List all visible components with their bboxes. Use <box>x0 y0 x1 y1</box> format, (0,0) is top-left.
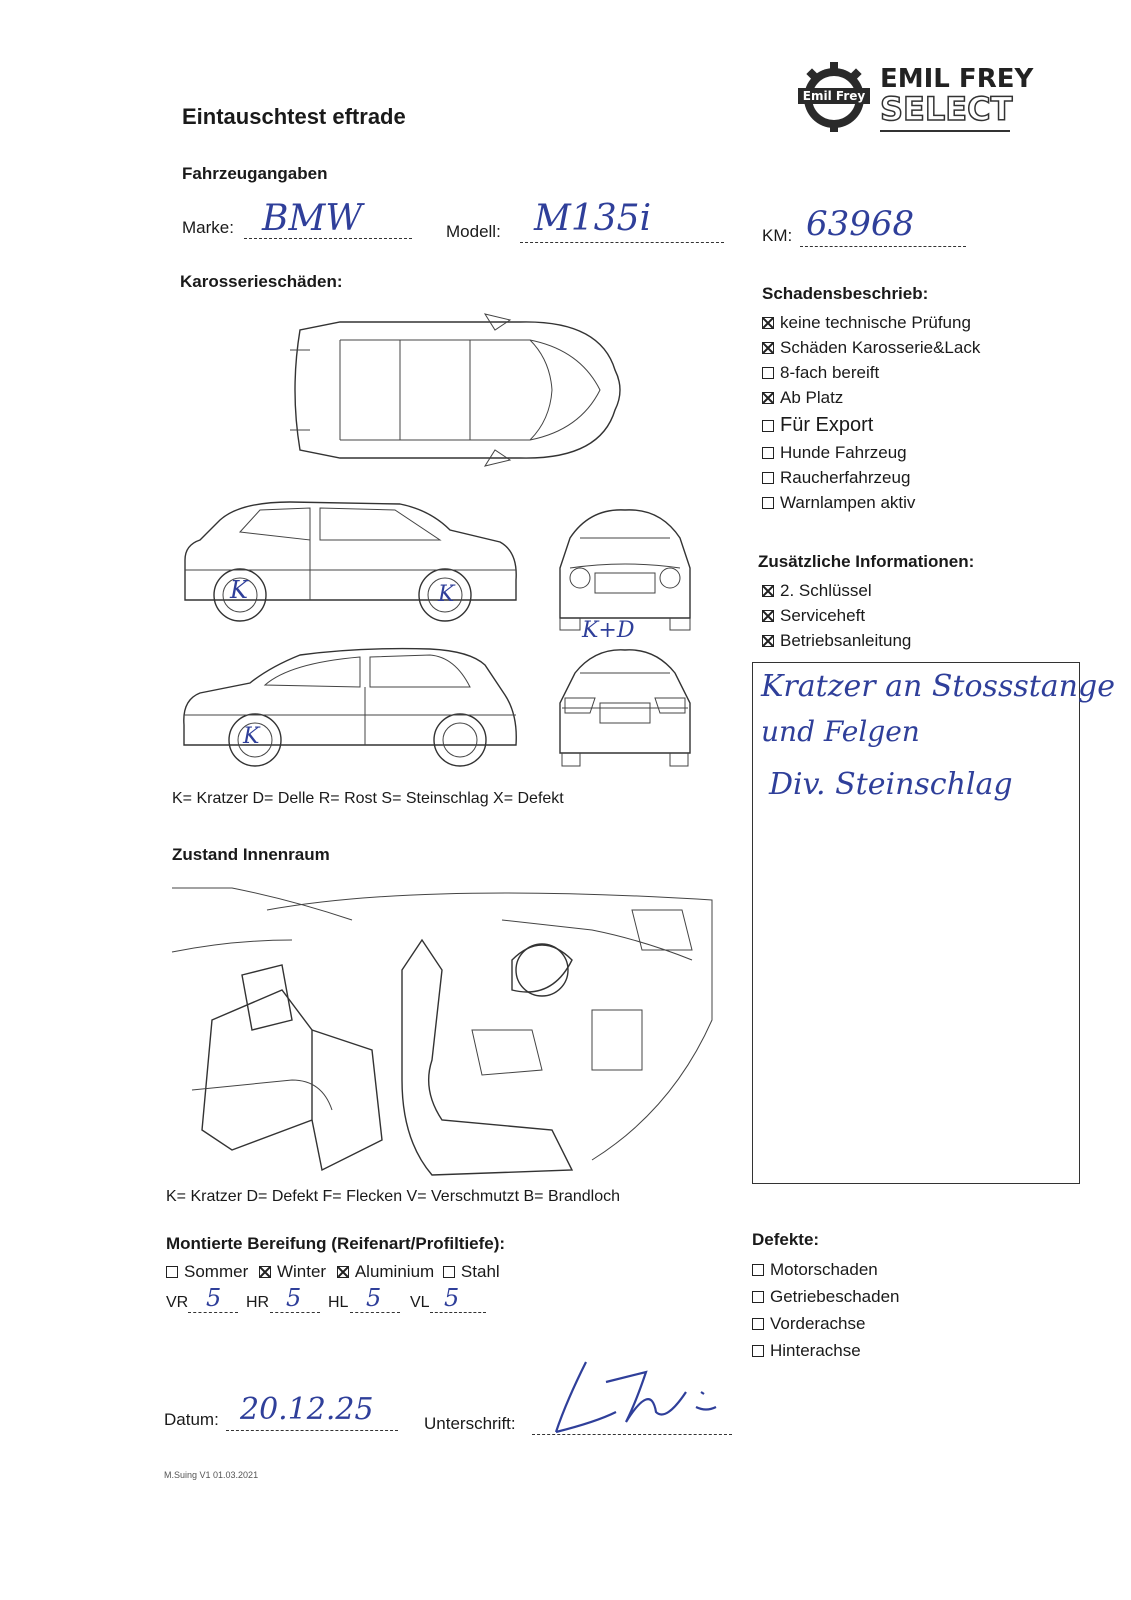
checkbox-label: 8-fach bereift <box>780 363 880 382</box>
mark-left-rear-wheel: K <box>230 576 248 604</box>
checkbox-label: Schäden Karosserie&Lack <box>780 338 981 357</box>
interior-diagram[interactable] <box>172 880 717 1180</box>
interior-legend: K= Kratzer D= Defekt F= Flecken V= Verschmutzt B= Brandloch <box>166 1188 620 1205</box>
emil-frey-logo <box>790 62 880 132</box>
modell-value[interactable]: M135i <box>534 198 652 239</box>
vr-label: VR <box>166 1294 189 1311</box>
checkbox-icon[interactable] <box>762 472 774 484</box>
mark-front-bumper: K+D <box>582 618 635 643</box>
checkbox-label: Serviceheft <box>780 606 866 625</box>
hl-label: HL <box>328 1294 349 1311</box>
tire-depths-row <box>166 1284 506 1320</box>
section-defekte: Defekte: <box>752 1230 820 1249</box>
version-text: M.Suing V1 01.03.2021 <box>164 1470 259 1480</box>
checkbox-icon[interactable] <box>259 1266 271 1278</box>
km-label: KM: <box>762 226 793 245</box>
checkbox-icon[interactable] <box>762 420 774 432</box>
vl-line <box>430 1312 486 1313</box>
checkbox-icon[interactable] <box>443 1266 455 1278</box>
tire-option-winter[interactable] <box>259 1262 326 1281</box>
vl-label: VL <box>410 1294 430 1311</box>
signature-drawing[interactable] <box>536 1352 726 1442</box>
car-front-view[interactable] <box>550 508 700 628</box>
section-zustand-innenraum: Zustand Innenraum <box>172 845 330 864</box>
section-montierte-bereifung: Montierte Bereifung (Reifenart/Profiltiefe): <box>166 1234 506 1253</box>
hl-line <box>350 1312 400 1313</box>
schadensbeschrieb-list <box>762 310 980 515</box>
mark-right-rear-wheel: K <box>243 724 260 749</box>
km-line <box>800 246 966 247</box>
note-line-2: und Felgen <box>761 715 920 748</box>
checkbox-hinterachse[interactable] <box>752 1337 899 1364</box>
checkbox-label: Hunde Fahrzeug <box>780 443 907 462</box>
checkbox-betriebsanleitung[interactable] <box>762 628 911 653</box>
checkbox-fuer-export[interactable] <box>762 410 980 440</box>
logo-gear-text: Emil Frey <box>802 89 866 103</box>
hr-line <box>270 1312 320 1313</box>
tire-option-aluminium[interactable] <box>337 1262 434 1281</box>
checkbox-icon[interactable] <box>752 1318 764 1330</box>
checkbox-icon[interactable] <box>752 1345 764 1357</box>
section-fahrzeugangaben: Fahrzeugangaben <box>182 164 328 183</box>
checkbox-icon[interactable] <box>762 342 774 354</box>
checkbox-label: Motorschaden <box>770 1260 878 1279</box>
option-label: Stahl <box>460 1262 500 1281</box>
checkbox-icon[interactable] <box>762 635 774 647</box>
checkbox-label: Hinterachse <box>770 1341 861 1360</box>
checkbox-label: Warnlampen aktiv <box>780 493 916 512</box>
checkbox-motorschaden[interactable] <box>752 1256 899 1283</box>
vl-value[interactable]: 5 <box>444 1284 460 1312</box>
vr-value[interactable]: 5 <box>206 1284 222 1312</box>
note-line-3: Div. Steinschlag <box>769 767 1013 802</box>
body-damage-legend: K= Kratzer D= Delle R= Rost S= Steinschlag X= Defekt <box>172 790 564 807</box>
zusatz-list <box>762 578 911 653</box>
checkbox-vorderachse[interactable] <box>752 1310 899 1337</box>
checkbox-schaeden-karosserie-lack[interactable] <box>762 335 980 360</box>
checkbox-hunde-fahrzeug[interactable] <box>762 440 980 465</box>
checkbox-icon[interactable] <box>762 367 774 379</box>
brand-line1: EMIL FREY <box>880 64 1034 94</box>
checkbox-icon[interactable] <box>337 1266 349 1278</box>
checkbox-warnlampen-aktiv[interactable] <box>762 490 980 515</box>
brand-line2: SELECT <box>880 90 1013 128</box>
vr-line <box>188 1312 238 1313</box>
section-zusaetzliche-informationen: Zusätzliche Informationen: <box>758 552 975 571</box>
checkbox-label: 2. Schlüssel <box>780 581 872 600</box>
modell-line <box>520 242 724 243</box>
checkbox-label: Vorderachse <box>770 1314 866 1333</box>
km-value[interactable]: 63968 <box>806 204 915 244</box>
defekte-list <box>752 1256 899 1364</box>
checkbox-keine-technische-pruefung[interactable] <box>762 310 980 335</box>
checkbox-ab-platz[interactable] <box>762 385 980 410</box>
checkbox-label: Für Export <box>780 414 874 436</box>
modell-label: Modell: <box>446 222 501 241</box>
hl-value[interactable]: 5 <box>366 1284 382 1312</box>
option-label: Sommer <box>184 1262 249 1281</box>
checkbox-icon[interactable] <box>752 1291 764 1303</box>
brand-underline <box>880 130 1010 132</box>
datum-line <box>226 1430 398 1431</box>
checkbox-icon[interactable] <box>762 585 774 597</box>
checkbox-8-fach-bereift[interactable] <box>762 360 980 385</box>
checkbox-icon[interactable] <box>762 610 774 622</box>
checkbox-icon[interactable] <box>762 447 774 459</box>
section-karosserieschaeden: Karosserieschäden: <box>180 272 343 291</box>
checkbox-icon[interactable] <box>166 1266 178 1278</box>
checkbox-icon[interactable] <box>762 392 774 404</box>
checkbox-icon[interactable] <box>752 1264 764 1276</box>
unterschrift-label: Unterschrift: <box>424 1414 516 1433</box>
checkbox-icon[interactable] <box>762 497 774 509</box>
checkbox-icon[interactable] <box>762 317 774 329</box>
section-schadensbeschrieb: Schadensbeschrieb: <box>762 284 929 303</box>
hr-label: HR <box>246 1294 270 1311</box>
page-title: Eintauschtest eftrade <box>182 104 406 129</box>
option-label: Aluminium <box>354 1262 435 1281</box>
notes-box[interactable] <box>752 662 1115 1184</box>
checkbox-getriebeschaden[interactable] <box>752 1283 899 1310</box>
checkbox-serviceheft[interactable] <box>762 603 911 628</box>
car-top-view[interactable] <box>280 310 625 470</box>
datum-label: Datum: <box>164 1410 219 1429</box>
checkbox-label: Getriebeschaden <box>770 1287 900 1306</box>
checkbox-2-schluessel[interactable] <box>762 578 911 603</box>
note-line-1: Kratzer an Stossstange <box>761 669 1115 704</box>
hr-value[interactable]: 5 <box>286 1284 302 1312</box>
car-rear-view[interactable] <box>550 648 700 768</box>
checkbox-raucherfahrzeug[interactable] <box>762 465 980 490</box>
tire-type-options <box>166 1262 500 1282</box>
checkbox-label: Ab Platz <box>780 388 844 407</box>
datum-value[interactable]: 20.12.25 <box>240 1392 374 1427</box>
marke-label: Marke: <box>182 218 234 237</box>
tire-option-sommer[interactable] <box>166 1262 248 1281</box>
marke-value[interactable]: BMW <box>262 198 363 239</box>
checkbox-label: Betriebsanleitung <box>780 631 912 650</box>
car-right-side-view[interactable] <box>180 645 520 765</box>
checkbox-label: Raucherfahrzeug <box>780 468 911 487</box>
mark-left-front-wheel: K <box>438 582 455 607</box>
option-label: Winter <box>276 1262 327 1281</box>
tire-option-stahl[interactable] <box>443 1262 500 1281</box>
checkbox-label: keine technische Prüfung <box>780 313 971 332</box>
